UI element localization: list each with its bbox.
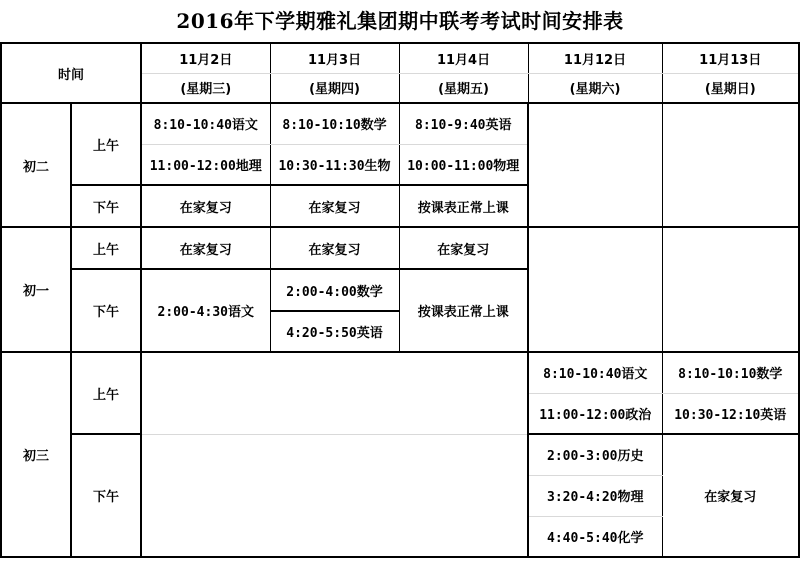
day-2-weekday: (星期四): [270, 73, 399, 103]
grade-8-day1-slot2: 11:00-12:00地理: [141, 144, 270, 185]
grade-7-day2-slot1: 2:00-4:00数学: [270, 269, 399, 311]
day-3-date: 11月4日: [399, 43, 528, 73]
grade-7-afternoon-label: 下午: [71, 269, 141, 352]
grade-9-label: 初三: [1, 352, 71, 557]
day-1-date: 11月2日: [141, 43, 270, 73]
grade-9-day4-pm-slot2: 3:20-4:20物理: [528, 475, 662, 516]
grade-9-day5-afternoon: 在家复习: [662, 434, 799, 557]
grade-9-afternoon-label: 下午: [71, 434, 141, 557]
grade-8-day4-empty: [528, 103, 662, 227]
day-4-date: 11月12日: [528, 43, 662, 73]
day-1-weekday: (星期三): [141, 73, 270, 103]
grade-7-day2-slot2: 4:20-5:50英语: [270, 311, 399, 352]
grade-9-afternoon-empty: [141, 434, 528, 557]
grade-9-day4-pm-slot1: 2:00-3:00历史: [528, 434, 662, 475]
day-3-weekday: (星期五): [399, 73, 528, 103]
grade-7-morning-label: 上午: [71, 227, 141, 269]
grade-8-day5-empty: [662, 103, 799, 227]
grade-8-morning-label: 上午: [71, 103, 141, 185]
grade-7-day1-morning: 在家复习: [141, 227, 270, 269]
page-title: 2016年下学期雅礼集团期中联考考试时间安排表: [176, 9, 624, 33]
grade-7-day5-empty: [662, 227, 799, 352]
grade-9-day4-slot1: 8:10-10:40语文: [528, 352, 662, 393]
grade-8-day2-slot1: 8:10-10:10数学: [270, 103, 399, 144]
time-header: 时间: [1, 43, 141, 103]
grade-7-day2-morning: 在家复习: [270, 227, 399, 269]
day-5-date: 11月13日: [662, 43, 799, 73]
schedule-table: [0, 42, 800, 558]
grade-9-morning-label: 上午: [71, 352, 141, 434]
grade-8-day1-slot1: 8:10-10:40语文: [141, 103, 270, 144]
grade-9-day5-slot2: 10:30-12:10英语: [662, 393, 799, 434]
grade-8-day1-afternoon: 在家复习: [141, 185, 270, 227]
grade-7-day3-afternoon: 按课表正常上课: [399, 269, 528, 352]
grade-9-day5-slot1: 8:10-10:10数学: [662, 352, 799, 393]
grade-7-day1-afternoon: 2:00-4:30语文: [141, 269, 270, 352]
grade-9-day4-slot2: 11:00-12:00政治: [528, 393, 662, 434]
grade-8-day2-slot2: 10:30-11:30生物: [270, 144, 399, 185]
grade-8-label: 初二: [1, 103, 71, 227]
grade-9-morning-empty: [141, 352, 528, 434]
day-4-weekday: (星期六): [528, 73, 662, 103]
grade-7-label: 初一: [1, 227, 71, 352]
day-2-date: 11月3日: [270, 43, 399, 73]
grade-7-day4-empty: [528, 227, 662, 352]
day-5-weekday: (星期日): [662, 73, 799, 103]
grade-8-day3-slot1: 8:10-9:40英语: [399, 103, 528, 144]
grade-7-day3-morning: 在家复习: [399, 227, 528, 269]
grade-8-day2-afternoon: 在家复习: [270, 185, 399, 227]
grade-8-day3-afternoon: 按课表正常上课: [399, 185, 528, 227]
grade-8-day3-slot2: 10:00-11:00物理: [399, 144, 528, 185]
grade-8-afternoon-label: 下午: [71, 185, 141, 227]
grade-9-day4-pm-slot3: 4:40-5:40化学: [528, 516, 662, 557]
